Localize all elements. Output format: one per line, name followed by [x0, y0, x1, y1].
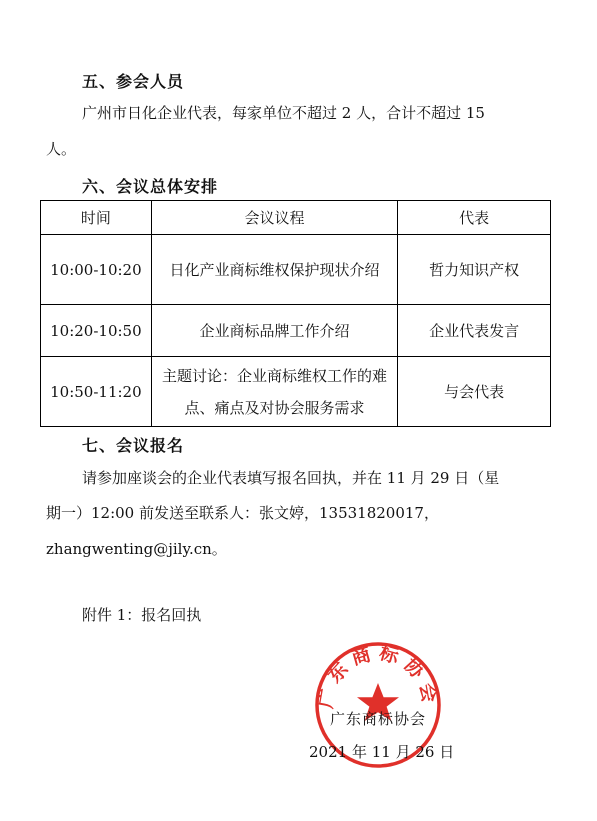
row-time: 10:20-10:50 — [41, 305, 152, 357]
section-5-line-2: 人。 — [46, 140, 77, 158]
contact-email: zhangwenting@jily.cn。 — [46, 540, 227, 558]
section-7-line-2: 期一）12:00 前发送至联系人：张文婷，13531820017， — [46, 504, 439, 522]
signature-date: 2021 年 11 月 26 日 — [309, 743, 455, 761]
table-row — [41, 235, 551, 305]
attachment-note: 附件 1：报名回执 — [82, 606, 202, 624]
header-time: 时间 — [41, 201, 152, 235]
agenda-table — [40, 200, 551, 427]
signature-organization: 广东商标协会 — [330, 710, 427, 728]
section-6-heading: 六、会议总体安排 — [82, 177, 219, 196]
seal-text: 广东商标协会 — [314, 641, 442, 711]
row-representative: 企业代表发言 — [398, 305, 551, 357]
section-5-heading: 五、参会人员 — [82, 72, 185, 91]
section-7-heading: 七、会议报名 — [82, 436, 185, 455]
table-row — [41, 357, 551, 427]
row-topic: 主题讨论：企业商标维权工作的难点、痛点及对协会服务需求 — [151, 357, 397, 427]
section-7-line-1: 请参加座谈会的企业代表填写报名回执，并在 11 月 29 日（星 — [82, 469, 500, 487]
header-topic: 会议议程 — [151, 201, 397, 235]
row-topic: 企业商标品牌工作介绍 — [151, 305, 397, 357]
row-topic: 日化产业商标维权保护现状介绍 — [151, 235, 397, 305]
table-row — [41, 305, 551, 357]
row-time: 10:00-10:20 — [41, 235, 152, 305]
section-5-line-1: 广州市日化企业代表，每家单位不超过 2 人，合计不超过 15 — [82, 104, 485, 122]
header-representative: 代表 — [398, 201, 551, 235]
row-representative: 与会代表 — [398, 357, 551, 427]
row-time: 10:50-11:20 — [41, 357, 152, 427]
table-header-row — [41, 201, 551, 235]
row-representative: 哲力知识产权 — [398, 235, 551, 305]
